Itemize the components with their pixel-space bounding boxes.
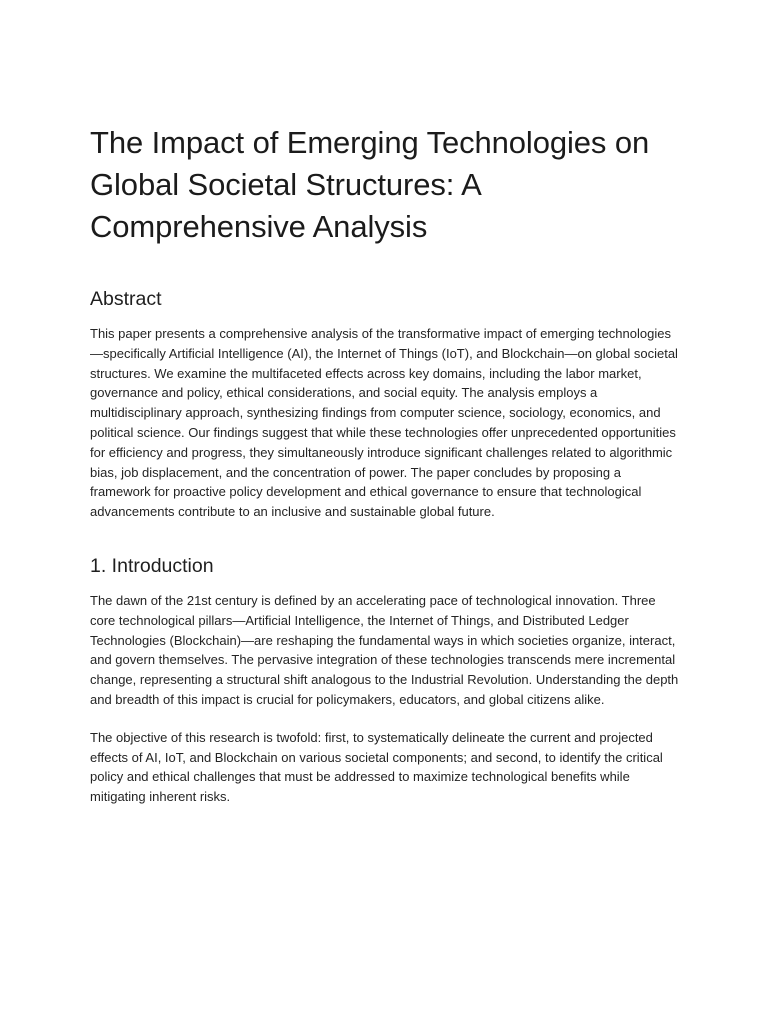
introduction-section (90, 553, 682, 807)
paper-content (90, 122, 682, 807)
introduction-paragraph-2: The objective of this research is twofold: first, to systematically delineate the current and projected effects of AI, IoT, and Blockchain on various societal components; and second, to identify the critical policy and ethical challenges that must be addressed to maximize technological benefits while mitigating inherent risks. (90, 729, 663, 805)
abstract-paragraph: This paper presents a comprehensive analysis of the transformative impact of emerging technologies—specifically Artificial Intelligence (AI), the Internet of Things (IoT), and Blockchain—on global societal structures. We examine the multifaceted effects across key domains, including the labor market, governance and policy, ethical considerations, and social equity. The analysis employs a multidisciplinary approach, synthesizing findings from computer science, sociology, economics, and political science. Our findings suggest that while these technologies offer unprecedented opportunities for efficiency and progress, they simultaneously introduce significant challenges related to algorithmic bias, job displacement, and the concentration of power. The paper concludes by proposing a framework for proactive policy development and ethical governance to ensure that technological advancements contribute to an inclusive and sustainable global future. (90, 326, 678, 520)
paper-title: The Impact of Emerging Technologies on Global Societal Structures: A Comprehensive Analysis (90, 125, 650, 244)
introduction-paragraph-1: The dawn of the 21st century is defined by an accelerating pace of technological innovation. Three core technological pillars—Artificial Intelligence, the Internet of Things, and Distributed Ledger Technologies (Blockchain)—are reshaping the fundamental ways in which societies organize, interact, and govern themselves. The pervasive integration of these technologies transcends mere incremental change, representing a structural shift analogous to the Industrial Revolution. Understanding the depth and breadth of this impact is crucial for policymakers, educators, and global citizens alike. (90, 592, 679, 707)
introduction-heading: 1. Introduction (90, 554, 214, 577)
abstract-section (90, 286, 682, 522)
abstract-heading: Abstract (90, 288, 162, 310)
